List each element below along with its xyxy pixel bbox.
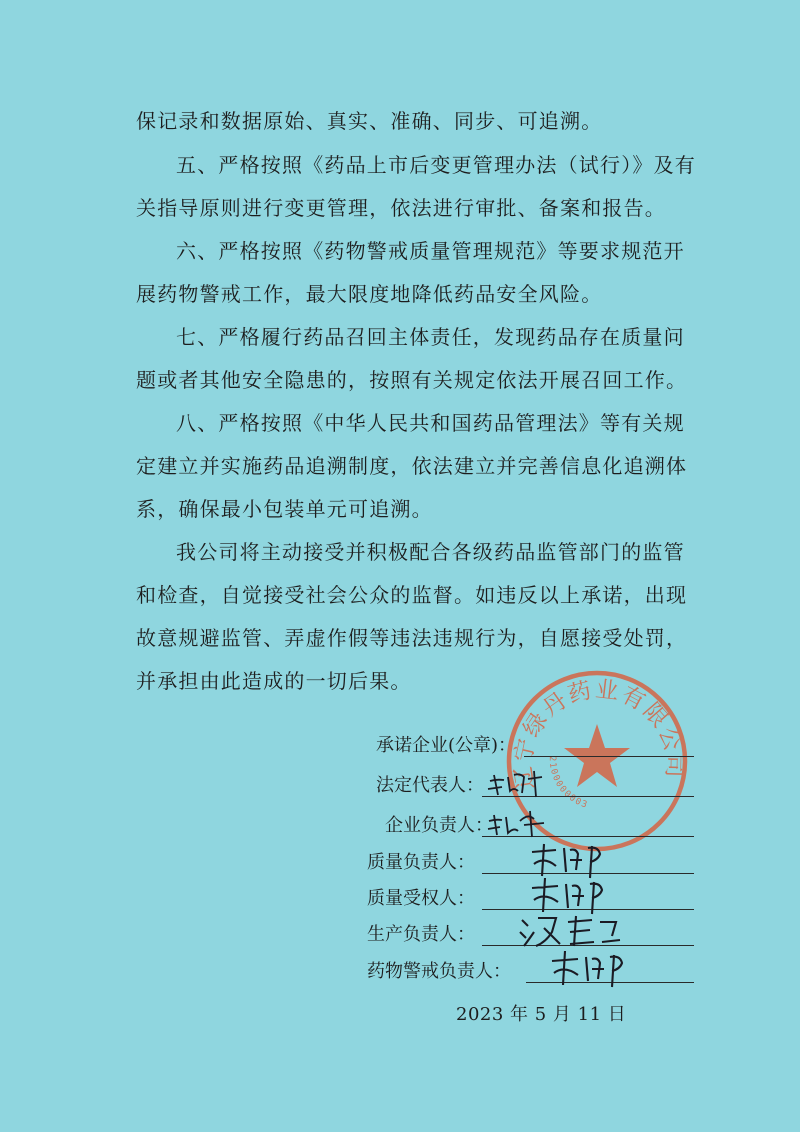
label-legal-rep: 法定代表人： <box>376 775 484 796</box>
quality-head-signature <box>526 842 636 880</box>
seal-text: 辽宁绿丹药业有限公司 <box>510 676 688 792</box>
label-production-head: 生产负责人： <box>367 924 475 945</box>
label-pv-head: 药物警戒负责人： <box>367 961 511 982</box>
seal-code: 2100000003 <box>546 755 590 811</box>
label-qualified-person: 质量受权人： <box>367 888 475 909</box>
label-company-seal: 承诺企业(公章)： <box>376 735 517 756</box>
enterprise-head-signature <box>484 805 554 841</box>
paragraph-item-5: 五、严格按照《药品上市后变更管理办法（试行）》及有关指导原则进行变更管理，依法进行审批、备案和报告。 <box>136 153 696 220</box>
paragraph-commitment: 我公司将主动接受并积极配合各级药品监管部门的监管和检查，自觉接受社会公众的监督。如违反以上承诺，出现故意规避监管、弄虚作假等违法违规行为，自愿接受处罚，并承担由此造成的一切后果。 <box>136 540 688 693</box>
legal-rep-signature <box>484 767 554 801</box>
label-enterprise-head: 企业负责人： <box>385 815 493 836</box>
paragraph-1: 保记录和数据原始、真实、准确、同步、可追溯。 <box>136 109 603 133</box>
qualified-person-signature <box>526 876 636 916</box>
paragraph-item-8: 八、严格按照《中华人民共和国药品管理法》等有关规定建立并实施药品追溯制度，依法建立并完善信息化追溯体系，确保最小包装单元可追溯。 <box>136 411 688 521</box>
label-quality-head: 质量负责人： <box>367 852 475 873</box>
document-date: 2023 年 5 月 11 日 <box>456 1004 627 1025</box>
production-head-signature <box>516 912 636 952</box>
paragraph-item-7: 七、严格履行药品召回主体责任，发现药品存在质量问题或者其他安全隐患的，按照有关规定依法开展召回工作。 <box>136 325 688 392</box>
pv-head-signature <box>546 949 656 989</box>
paragraph-item-6: 六、严格按照《药物警戒质量管理规范》等要求规范开展药物警戒工作，最大限度地降低药品安全风险。 <box>136 239 685 306</box>
sign-line <box>524 756 694 757</box>
